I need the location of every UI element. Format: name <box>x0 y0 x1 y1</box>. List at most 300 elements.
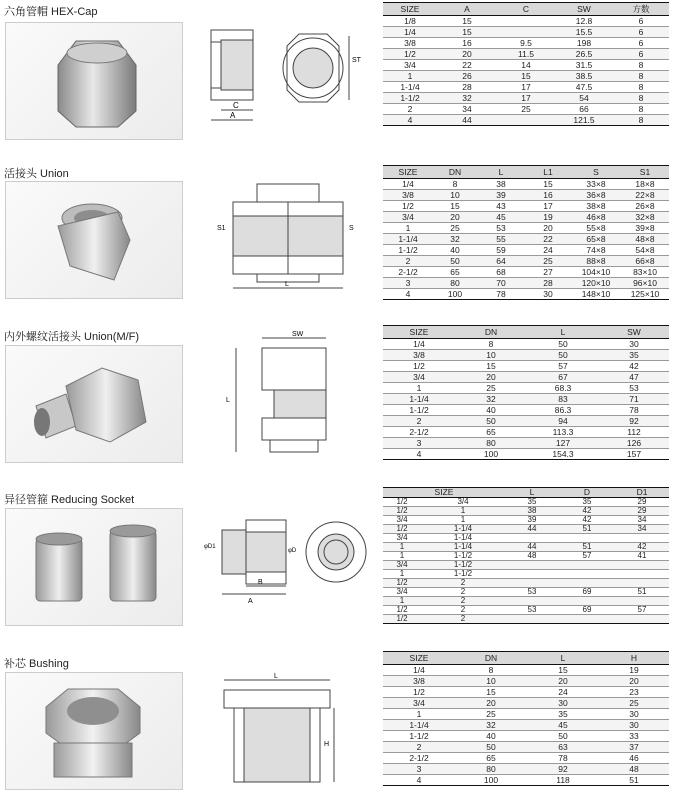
table-cell: 113.3 <box>527 427 599 438</box>
table-row <box>383 93 669 104</box>
table-cell: 94 <box>527 416 599 427</box>
table-cell: 15 <box>433 201 477 212</box>
table-cell: 120×10 <box>571 278 621 289</box>
table-cell: 3 <box>383 278 433 289</box>
table-cell: 32×8 <box>621 212 669 223</box>
table-row <box>383 372 669 383</box>
table-cell: 14 <box>497 60 555 71</box>
table-cell: 100 <box>455 449 527 460</box>
table-row <box>383 775 669 786</box>
table-cell: 57 <box>615 606 669 615</box>
col-header: SIZE <box>383 3 437 16</box>
table-cell: 126 <box>599 438 669 449</box>
table-row <box>383 115 669 126</box>
table-cell <box>559 561 615 570</box>
table-cell: 42 <box>559 507 615 516</box>
table-cell: 53 <box>505 588 559 597</box>
table-cell: 1/2 <box>383 507 421 516</box>
table-row <box>383 190 669 201</box>
table-cell: 1/2 <box>383 49 437 60</box>
union-photo <box>5 181 183 299</box>
table-cell: 15 <box>455 687 527 698</box>
table-cell: 33 <box>599 731 669 742</box>
table-cell: 53 <box>477 223 525 234</box>
table-cell: 38×8 <box>571 201 621 212</box>
table-cell: 63 <box>527 742 599 753</box>
section-title-bushing: 补芯 Bushing <box>4 658 69 670</box>
table-cell: 154.3 <box>527 449 599 460</box>
table-cell: 104×10 <box>571 267 621 278</box>
table-cell: 1-1/4 <box>421 543 505 552</box>
table-cell: 1/2 <box>383 687 455 698</box>
table-cell: 8 <box>613 104 669 115</box>
table-row <box>383 394 669 405</box>
table-cell: 3 <box>383 438 455 449</box>
table-cell: 42 <box>615 543 669 552</box>
table-cell: 198 <box>555 38 613 49</box>
reducing-socket-drawing <box>198 510 374 610</box>
reducing-socket-table <box>383 487 669 624</box>
table-cell: 38 <box>505 507 559 516</box>
table-cell: 38 <box>477 179 525 190</box>
table-cell <box>505 570 559 579</box>
table-cell: 15 <box>437 16 497 27</box>
table-cell: 16 <box>437 38 497 49</box>
table-cell <box>497 115 555 126</box>
table-row <box>383 709 669 720</box>
table-row <box>383 579 669 588</box>
bush-dim-h: H <box>324 741 330 748</box>
table-cell: 22 <box>437 60 497 71</box>
col-header: DN <box>455 326 527 339</box>
table-cell <box>615 561 669 570</box>
col-header: L <box>527 326 599 339</box>
table-row <box>383 179 669 190</box>
table-cell: 69 <box>559 606 615 615</box>
table-cell: 51 <box>615 588 669 597</box>
table-row <box>383 516 669 525</box>
table-cell: 16 <box>525 190 571 201</box>
table-cell: 80 <box>455 438 527 449</box>
table-cell: 37 <box>599 742 669 753</box>
table-cell: 67 <box>527 372 599 383</box>
table-row <box>383 588 669 597</box>
table-cell: 9.5 <box>497 38 555 49</box>
table-cell: 88×8 <box>571 256 621 267</box>
table-cell: 78 <box>527 753 599 764</box>
table-cell: 54 <box>555 93 613 104</box>
table-cell: 1/2 <box>383 201 433 212</box>
table-row <box>383 720 669 731</box>
table-cell: 86.3 <box>527 405 599 416</box>
col-header: DN <box>433 166 477 179</box>
table-cell: 38.5 <box>555 71 613 82</box>
union-mf-drawing <box>220 330 370 466</box>
table-cell: 2 <box>421 588 505 597</box>
table-row <box>383 405 669 416</box>
table-cell: 1/8 <box>383 16 437 27</box>
table-cell: 2 <box>383 256 433 267</box>
table-cell: 66 <box>555 104 613 115</box>
table-cell: 42 <box>559 516 615 525</box>
table-cell: 47 <box>599 372 669 383</box>
union-dim-l: L <box>285 281 289 288</box>
table-row <box>383 82 669 93</box>
bushing-table <box>383 651 669 786</box>
table-cell: 28 <box>525 278 571 289</box>
table-row <box>383 507 669 516</box>
table-cell: 30 <box>599 709 669 720</box>
table-row <box>383 223 669 234</box>
table-cell: 30 <box>599 339 669 350</box>
section-title-hex-cap: 六角管帽 HEX-Cap <box>4 6 98 18</box>
union-dim-s1: S1 <box>217 225 226 232</box>
table-cell: 1/4 <box>383 27 437 38</box>
hex-cap-image <box>6 23 182 139</box>
table-row <box>383 234 669 245</box>
table-cell: 3 <box>383 764 455 775</box>
table-cell: 32 <box>455 394 527 405</box>
table-row <box>383 256 669 267</box>
table-cell: 74×8 <box>571 245 621 256</box>
table-cell: 1/2 <box>383 615 421 624</box>
red-dim-a: A <box>248 598 253 605</box>
table-cell: 40 <box>455 731 527 742</box>
table-row <box>383 498 669 507</box>
union-mf-image <box>6 346 182 462</box>
red-dim-d2: φD <box>288 548 297 554</box>
table-cell <box>559 615 615 624</box>
table-cell <box>505 615 559 624</box>
bushing-photo <box>5 672 183 790</box>
col-header: D1 <box>615 488 669 498</box>
table-cell: 83 <box>527 394 599 405</box>
table-cell: 1-1/2 <box>383 93 437 104</box>
table-row <box>383 753 669 764</box>
table-cell: 41 <box>615 552 669 561</box>
table-cell: 3/4 <box>421 498 505 507</box>
col-header: H <box>599 652 669 665</box>
bush-dim-l: L <box>274 673 278 680</box>
table-cell: 35 <box>599 350 669 361</box>
table-cell: 23 <box>599 687 669 698</box>
table-cell: 28 <box>437 82 497 93</box>
table-cell: 20 <box>433 212 477 223</box>
table-cell: 2 <box>421 615 505 624</box>
table-row <box>383 289 669 300</box>
table-cell: 1-1/2 <box>421 561 505 570</box>
table-cell: 4 <box>383 289 433 300</box>
table-cell: 69 <box>559 588 615 597</box>
table-row <box>383 449 669 460</box>
table-cell: 3/4 <box>383 60 437 71</box>
table-cell: 8 <box>433 179 477 190</box>
table-cell: 10 <box>455 350 527 361</box>
table-row <box>383 597 669 606</box>
cap-dim-st: ST <box>352 57 361 64</box>
table-cell: 22 <box>525 234 571 245</box>
table-cell: 39 <box>477 190 525 201</box>
table-cell: 50 <box>433 256 477 267</box>
table-cell: 83×10 <box>621 267 669 278</box>
table-row <box>383 104 669 115</box>
section-title-union: 活接头 Union <box>4 168 69 180</box>
hex-cap-table <box>383 2 669 126</box>
table-row <box>383 416 669 427</box>
table-cell: 2-1/2 <box>383 753 455 764</box>
table-cell: 57 <box>559 552 615 561</box>
table-row <box>383 201 669 212</box>
col-header: SW <box>599 326 669 339</box>
table-row <box>383 534 669 543</box>
table-cell: 34 <box>437 104 497 115</box>
table-row <box>383 245 669 256</box>
table-row <box>383 764 669 775</box>
table-cell: 44 <box>437 115 497 126</box>
table-row <box>383 438 669 449</box>
table-cell: 1/2 <box>383 498 421 507</box>
table-cell: 19 <box>599 665 669 676</box>
table-row <box>383 60 669 71</box>
table-cell: 15 <box>527 665 599 676</box>
hex-cap-drawing <box>203 22 373 126</box>
union-table <box>383 165 669 300</box>
table-cell: 25 <box>433 223 477 234</box>
table-cell: 59 <box>477 245 525 256</box>
table-cell: 1-1/4 <box>421 534 505 543</box>
table-cell: 2 <box>383 104 437 115</box>
table-cell: 54×8 <box>621 245 669 256</box>
table-cell: 1 <box>383 383 455 394</box>
table-cell: 35 <box>559 498 615 507</box>
table-cell: 20 <box>599 676 669 687</box>
table-cell: 64 <box>477 256 525 267</box>
col-header: SW <box>555 3 613 16</box>
table-row <box>383 665 669 676</box>
table-cell: 121.5 <box>555 115 613 126</box>
table-row <box>383 687 669 698</box>
section-title-reducing-socket: 异径管箍 Reducing Socket <box>4 494 135 506</box>
table-cell: 100 <box>433 289 477 300</box>
table-row <box>383 676 669 687</box>
table-cell: 96×10 <box>621 278 669 289</box>
table-cell: 46×8 <box>571 212 621 223</box>
table-cell <box>615 570 669 579</box>
table-cell: 80 <box>433 278 477 289</box>
bushing-image <box>6 673 182 789</box>
table-row <box>383 16 669 27</box>
table-row <box>383 615 669 624</box>
mf-dim-l: L <box>226 397 230 404</box>
col-header: SIZE <box>383 652 455 665</box>
table-cell: 65 <box>455 427 527 438</box>
table-cell: 17 <box>497 82 555 93</box>
table-cell: 30 <box>525 289 571 300</box>
table-cell: 70 <box>477 278 525 289</box>
table-cell: 1-1/2 <box>383 245 433 256</box>
col-header: DN <box>455 652 527 665</box>
table-cell: 8 <box>455 339 527 350</box>
red-dim-d1: φD1 <box>204 544 216 550</box>
table-cell: 10 <box>433 190 477 201</box>
table-cell: 2 <box>421 579 505 588</box>
table-cell: 20 <box>455 372 527 383</box>
table-cell: 29 <box>615 498 669 507</box>
table-cell: 8 <box>613 82 669 93</box>
table-cell: 32 <box>433 234 477 245</box>
col-header: L <box>477 166 525 179</box>
table-cell: 1/4 <box>383 179 433 190</box>
table-cell: 36×8 <box>571 190 621 201</box>
table-cell: 57 <box>527 361 599 372</box>
table-cell: 32 <box>455 720 527 731</box>
col-header: SIZE <box>383 166 433 179</box>
table-cell: 2 <box>421 597 505 606</box>
table-cell: 6 <box>613 38 669 49</box>
cap-dim-a: A <box>230 111 236 120</box>
table-cell: 92 <box>599 416 669 427</box>
table-cell: 32 <box>437 93 497 104</box>
table-cell: 46 <box>599 753 669 764</box>
table-cell: 3/8 <box>383 38 437 49</box>
table-cell: 1-1/4 <box>383 720 455 731</box>
table-cell: 33×8 <box>571 179 621 190</box>
table-cell: 125×10 <box>621 289 669 300</box>
table-cell: 100 <box>455 775 527 786</box>
table-cell: 2-1/2 <box>383 427 455 438</box>
table-row <box>383 278 669 289</box>
cap-dim-c: C <box>233 101 239 110</box>
table-row <box>383 552 669 561</box>
table-cell: 34 <box>615 525 669 534</box>
table-cell: 3/4 <box>383 534 421 543</box>
table-cell: 1 <box>383 223 433 234</box>
table-cell: 44 <box>505 543 559 552</box>
col-header: L1 <box>525 166 571 179</box>
union-drawing <box>213 180 373 298</box>
table-cell: 80 <box>455 764 527 775</box>
col-header: S1 <box>621 166 669 179</box>
table-cell: 1/2 <box>383 525 421 534</box>
table-cell: 55 <box>477 234 525 245</box>
table-cell: 15.5 <box>555 27 613 38</box>
table-cell: 25 <box>525 256 571 267</box>
table-cell: 65×8 <box>571 234 621 245</box>
table-cell: 50 <box>455 742 527 753</box>
table-cell: 51 <box>559 525 615 534</box>
table-cell: 3/4 <box>383 372 455 383</box>
table-cell: 39×8 <box>621 223 669 234</box>
table-cell: 50 <box>527 350 599 361</box>
table-cell: 25 <box>455 383 527 394</box>
table-cell: 27 <box>525 267 571 278</box>
table-cell: 2 <box>421 606 505 615</box>
table-cell: 53 <box>505 606 559 615</box>
table-row <box>383 361 669 372</box>
table-cell: 3/8 <box>383 676 455 687</box>
col-header: D <box>559 488 615 498</box>
table-cell: 42 <box>599 361 669 372</box>
table-cell: 8 <box>613 60 669 71</box>
hex-cap-photo <box>5 22 183 140</box>
table-cell: 6 <box>613 16 669 27</box>
table-cell: 35 <box>527 709 599 720</box>
bushing-drawing <box>218 672 374 792</box>
table-cell: 3/8 <box>383 190 433 201</box>
table-cell: 20 <box>527 676 599 687</box>
table-cell: 3/4 <box>383 212 433 223</box>
table-cell: 2-1/2 <box>383 267 433 278</box>
table-cell: 1 <box>383 709 455 720</box>
table-cell: 19 <box>525 212 571 223</box>
table-cell: 1-1/2 <box>421 570 505 579</box>
col-header: 方数 <box>613 3 669 16</box>
table-cell: 1 <box>383 543 421 552</box>
table-cell: 47.5 <box>555 82 613 93</box>
table-cell: 2 <box>383 742 455 753</box>
table-cell: 78 <box>599 405 669 416</box>
table-cell: 48 <box>599 764 669 775</box>
table-row <box>383 49 669 60</box>
table-cell: 10 <box>455 676 527 687</box>
table-row <box>383 543 669 552</box>
col-header: L <box>505 488 559 498</box>
table-cell: 35 <box>505 498 559 507</box>
table-cell: 12.8 <box>555 16 613 27</box>
union-mf-photo <box>5 345 183 463</box>
table-cell: 1 <box>383 597 421 606</box>
table-cell: 25 <box>455 709 527 720</box>
table-row <box>383 561 669 570</box>
table-cell: 20 <box>437 49 497 60</box>
table-row <box>383 606 669 615</box>
table-cell <box>497 16 555 27</box>
table-cell: 45 <box>477 212 525 223</box>
table-cell: 3/4 <box>383 516 421 525</box>
table-cell: 1 <box>421 516 505 525</box>
table-cell: 29 <box>615 507 669 516</box>
table-cell: 3/4 <box>383 698 455 709</box>
union-image <box>6 182 182 298</box>
table-cell: 1/2 <box>383 606 421 615</box>
table-cell: 30 <box>527 698 599 709</box>
table-row <box>383 212 669 223</box>
table-cell: 44 <box>505 525 559 534</box>
table-cell: 26.5 <box>555 49 613 60</box>
table-cell: 15 <box>455 361 527 372</box>
table-cell: 53 <box>599 383 669 394</box>
table-cell: 8 <box>613 93 669 104</box>
table-cell: 51 <box>559 543 615 552</box>
table-cell: 68 <box>477 267 525 278</box>
red-dim-b: B <box>258 579 263 586</box>
table-cell: 68.3 <box>527 383 599 394</box>
table-cell: 1 <box>383 570 421 579</box>
table-row <box>383 38 669 49</box>
table-cell: 24 <box>527 687 599 698</box>
table-cell: 8 <box>613 115 669 126</box>
table-cell: 15 <box>525 179 571 190</box>
table-cell: 148×10 <box>571 289 621 300</box>
union-dim-s: S <box>349 225 354 232</box>
table-cell: 31.5 <box>555 60 613 71</box>
table-cell: 17 <box>525 201 571 212</box>
reducing-socket-photo <box>5 508 183 626</box>
table-row <box>383 570 669 579</box>
table-cell: 1/2 <box>383 579 421 588</box>
table-cell: 92 <box>527 764 599 775</box>
table-cell <box>505 561 559 570</box>
